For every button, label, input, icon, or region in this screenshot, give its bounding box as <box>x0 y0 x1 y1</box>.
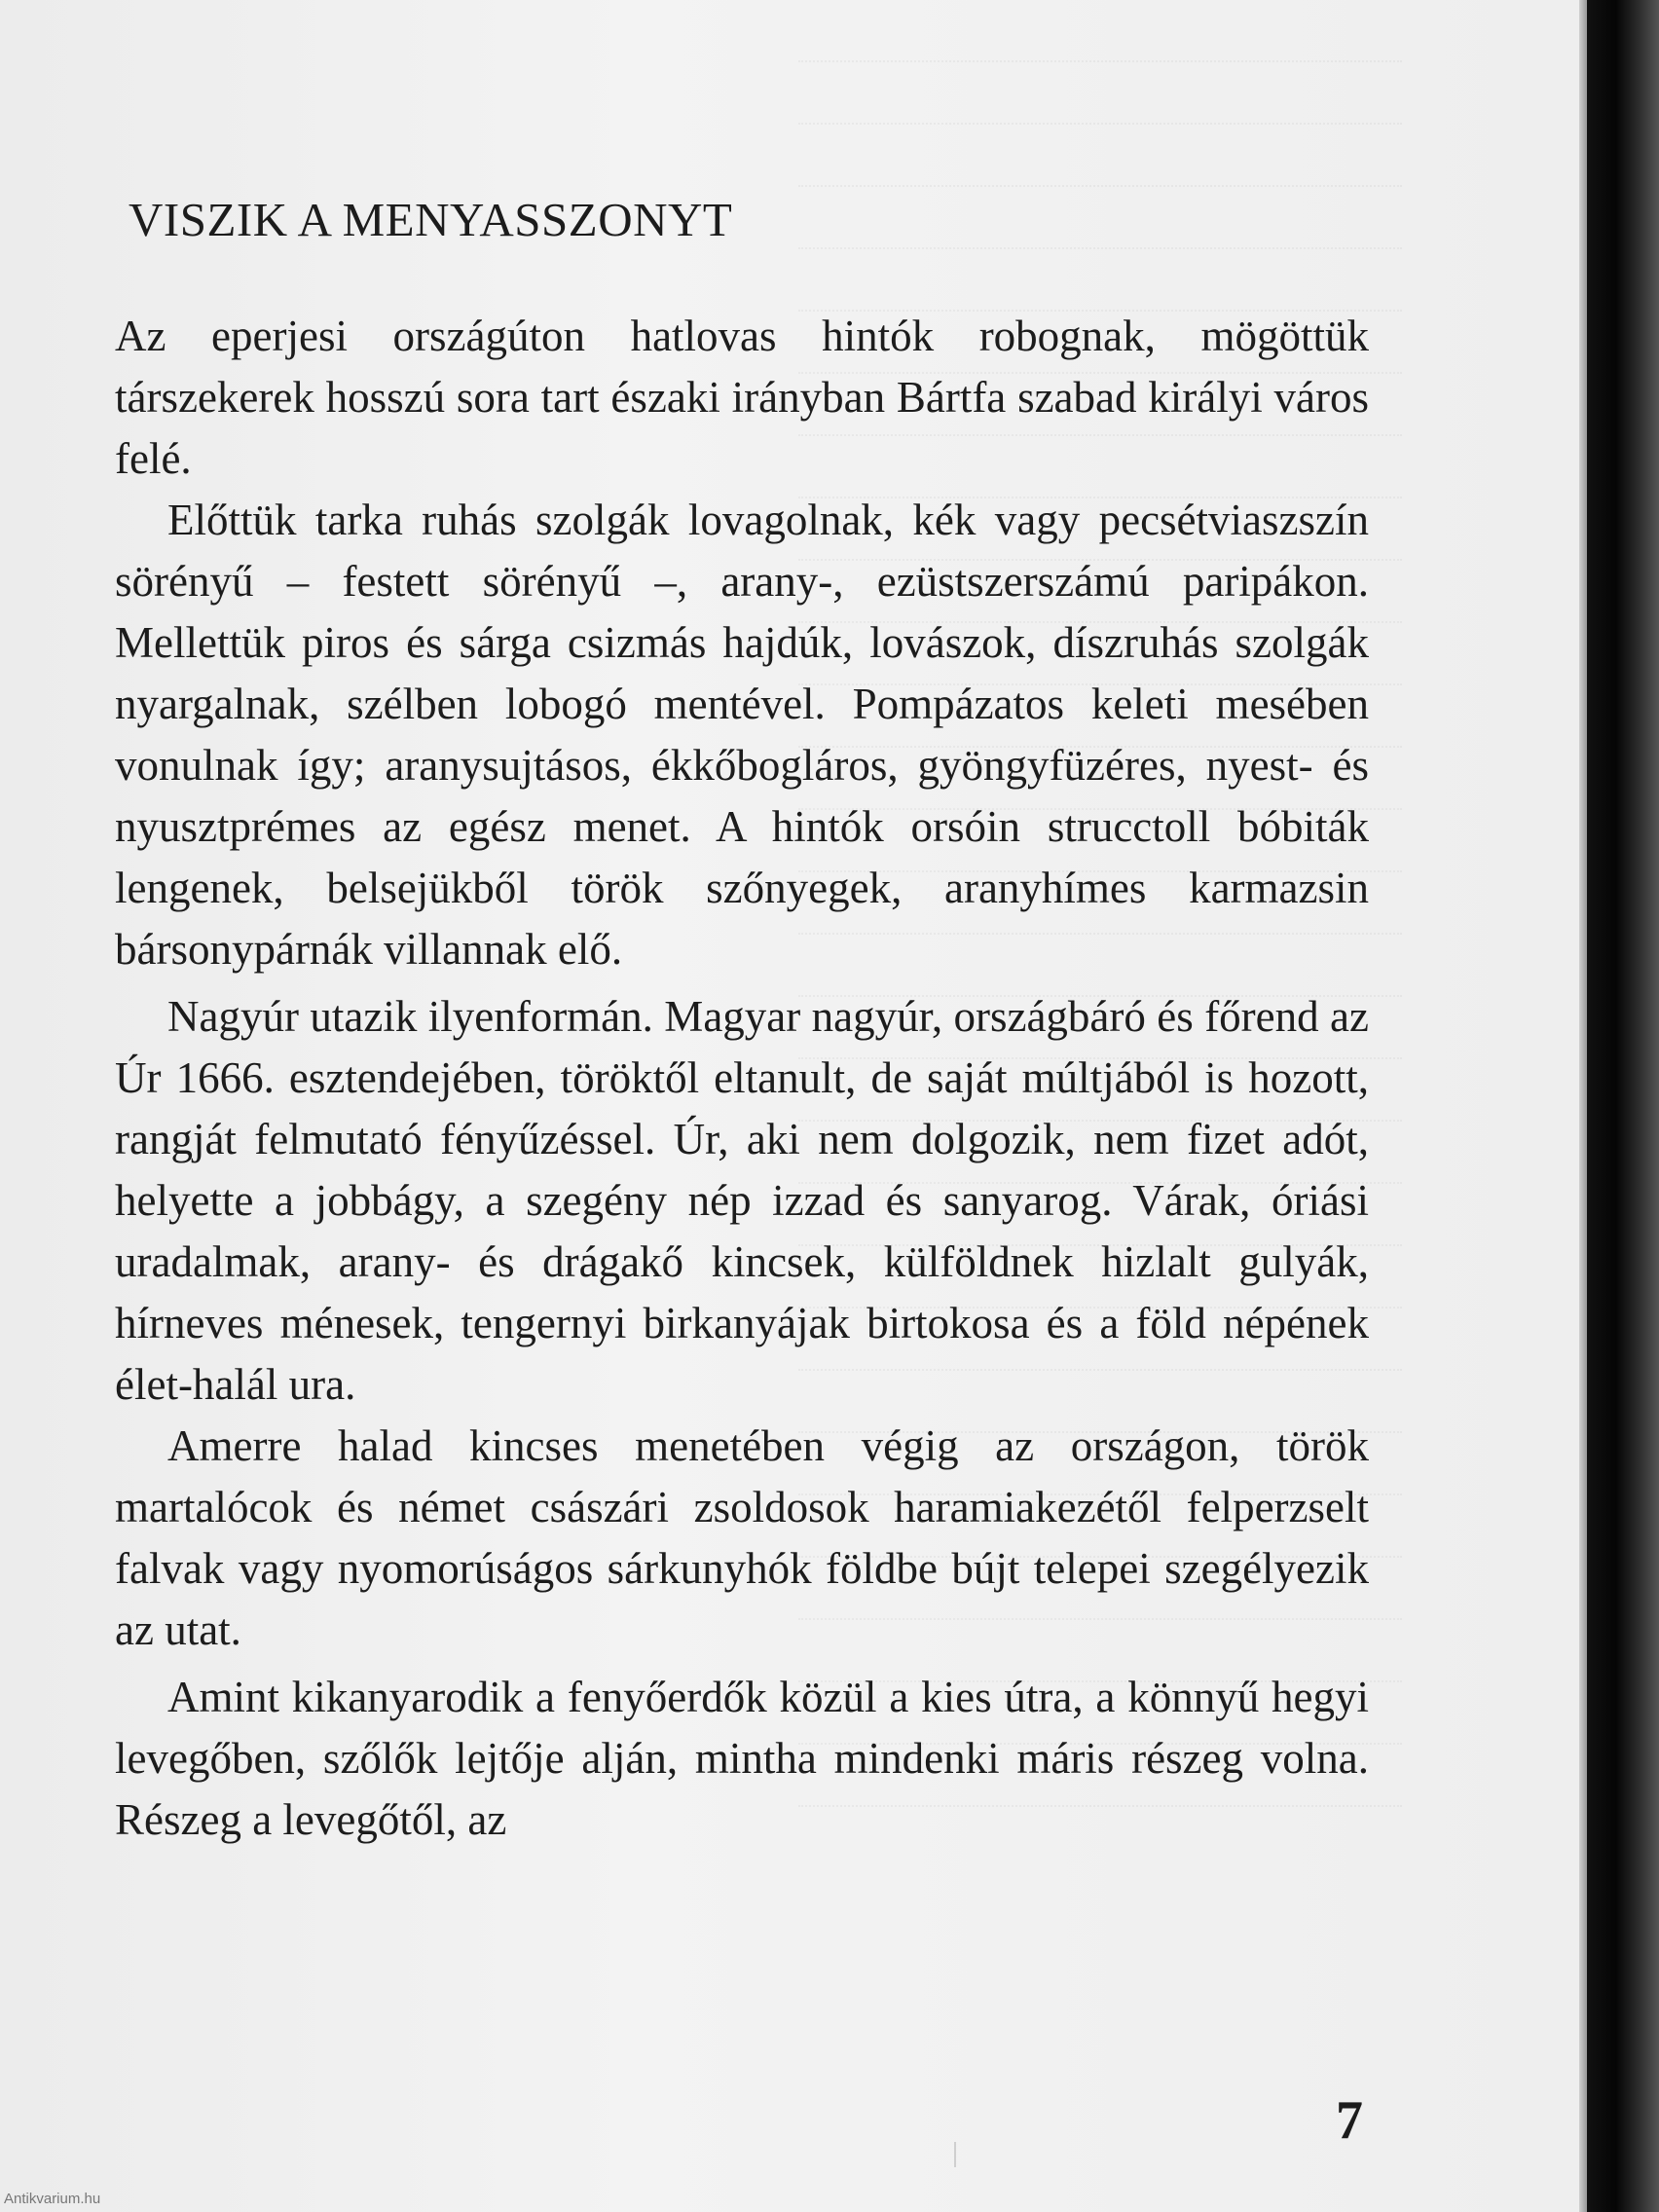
paragraph-2: Előttük tarka ruhás szolgák lovagolnak, kék vagy pecsétviaszszín sörényű – festett sörényű –, arany-, ezüstszerszámú paripákon. Mellettük piros és sárga csizmás hajdúk, lovászok, díszruhás szolgák nyargalnak, szélben lobogó mentével. Pompázatos keleti mesében vonulnak így; aranysujtásos, ékkőbogláros, gyöngyfüzéres, nyest- és nyusztprémes az egész menet. A hintók orsóin strucctoll bóbiták lengenek, belsejükből török szőnyegek, aranyhímes karmazsin bársonypárnák villannak elő. <box>115 496 1369 974</box>
paper-mark <box>954 2142 956 2167</box>
paragraph-4: Amerre halad kincses menetében végig az országon, török martalócok és német császári zsoldosok haramiakezétől felperzselt falvak vagy nyomorúságos sárkunyhók földbe bújt telepei szegélyezik az utat. <box>115 1421 1369 1654</box>
chapter-title: VISZIK A MENYASSZONYT <box>129 193 733 246</box>
paragraph-3: Nagyúr utazik ilyenformán. Magyar nagyúr, országbáró és főrend az Úr 1666. esztendejében, töröktől eltanult, de saját múltjából is hozott, rangját felmutató fényűzéssel. Úr, aki nem dolgozik, nem fizet adót, helyette a jobbágy, a szegény nép izzad és sanyarog. Várak, óriási uradalmak, arany- és drágakő kincsek, külföldnek hizlalt gulyák, hírneves ménesek, tengernyi birkanyájak birtokosa és a föld népének élet-halál ura. <box>115 992 1369 1409</box>
book-spine <box>1587 0 1659 2212</box>
paragraph-5: Amint kikanyarodik a fenyőerdők közül a kies útra, a könnyű hegyi levegőben, szőlők lejtője alján, mintha mindenki máris részeg volna. Részeg a levegőtől, az <box>115 1673 1369 1844</box>
paragraph-1: Az eperjesi országúton hatlovas hintók robognak, mögöttük társzekerek hosszú sora tart északi irányban Bártfa szabad királyi város felé. <box>115 312 1369 483</box>
watermark: Antikvarium.hu <box>4 2191 101 2207</box>
page-number: 7 <box>1336 2090 1363 2151</box>
page-content <box>115 191 1369 1851</box>
